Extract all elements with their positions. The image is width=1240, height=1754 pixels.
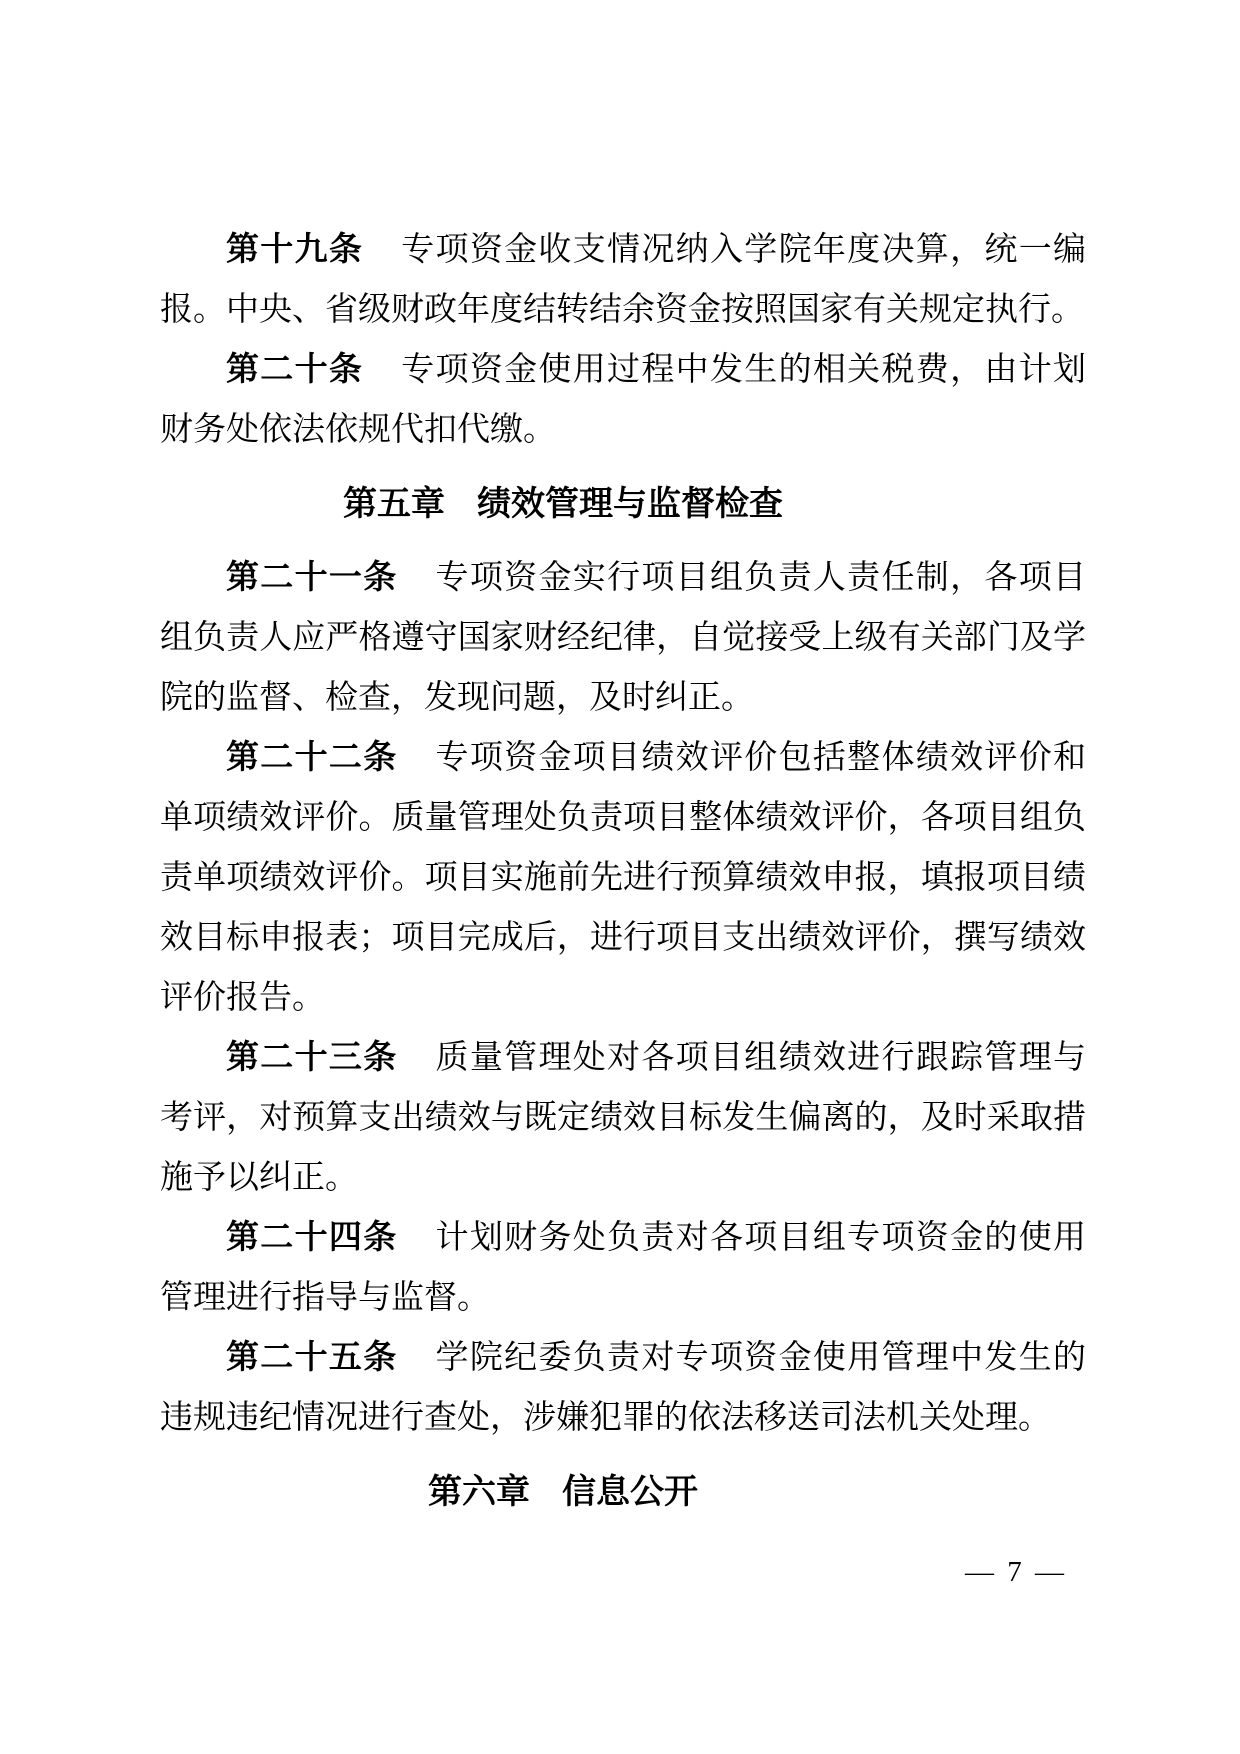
article-23-clause-number: 第二十三条 <box>226 1040 398 1076</box>
article-19 <box>160 220 1086 340</box>
article-25-clause-number: 第二十五条 <box>226 1340 398 1376</box>
article-24-clause-number: 第二十四条 <box>226 1220 398 1256</box>
article-22 <box>160 728 1086 1028</box>
article-22-clause-number: 第二十二条 <box>226 740 398 776</box>
article-21 <box>160 548 1086 728</box>
document-body <box>160 220 1086 1536</box>
chapter-5-title: 绩效管理与监督检查 <box>477 485 783 523</box>
article-20 <box>160 340 1086 460</box>
article-21-text: 专项资金实行项目组负责人责任制，各项目组负责人应严格遵守国家财经纪律，自觉接受上级有关部门及学院的监督、检查，发现问题，及时纠正。 <box>160 560 1087 716</box>
article-25-text: 学院纪委负责对专项资金使用管理中发生的违规违纪情况进行查处，涉嫌犯罪的依法移送司法机关处理。 <box>160 1340 1087 1436</box>
chapter-6-heading <box>160 1462 1086 1522</box>
article-22-text: 专项资金项目绩效评价包括整体绩效评价和单项绩效评价。质量管理处负责项目整体绩效评价，各项目组负责单项绩效评价。项目实施前先进行预算绩效申报，填报项目绩效目标申报表；项目完成后，进行项目支出绩效评价，撰写绩效评价报告。 <box>160 740 1087 1016</box>
chapter-6-number: 第六章 <box>428 1473 530 1511</box>
article-20-clause-number: 第二十条 <box>226 352 364 388</box>
article-24 <box>160 1208 1086 1328</box>
article-24-text: 计划财务处负责对各项目组专项资金的使用管理进行指导与监督。 <box>160 1220 1087 1316</box>
chapter-5-number: 第五章 <box>343 485 445 523</box>
chapter-6-title: 信息公开 <box>562 1473 698 1511</box>
article-21-clause-number: 第二十一条 <box>226 560 398 596</box>
article-19-clause-number: 第十九条 <box>226 232 364 268</box>
chapter-5-heading <box>160 474 1086 534</box>
article-20-text: 专项资金使用过程中发生的相关税费，由计划财务处依法依规代扣代缴。 <box>160 352 1087 448</box>
article-19-text: 专项资金收支情况纳入学院年度决算，统一编报。中央、省级财政年度结转结余资金按照国家有关规定执行。 <box>160 232 1087 328</box>
page-number: — 7 — <box>965 1556 1067 1588</box>
article-25 <box>160 1328 1086 1448</box>
article-23 <box>160 1028 1086 1208</box>
article-23-text: 质量管理处对各项目组绩效进行跟踪管理与考评，对预算支出绩效与既定绩效目标发生偏离的，及时采取措施予以纠正。 <box>160 1040 1087 1196</box>
